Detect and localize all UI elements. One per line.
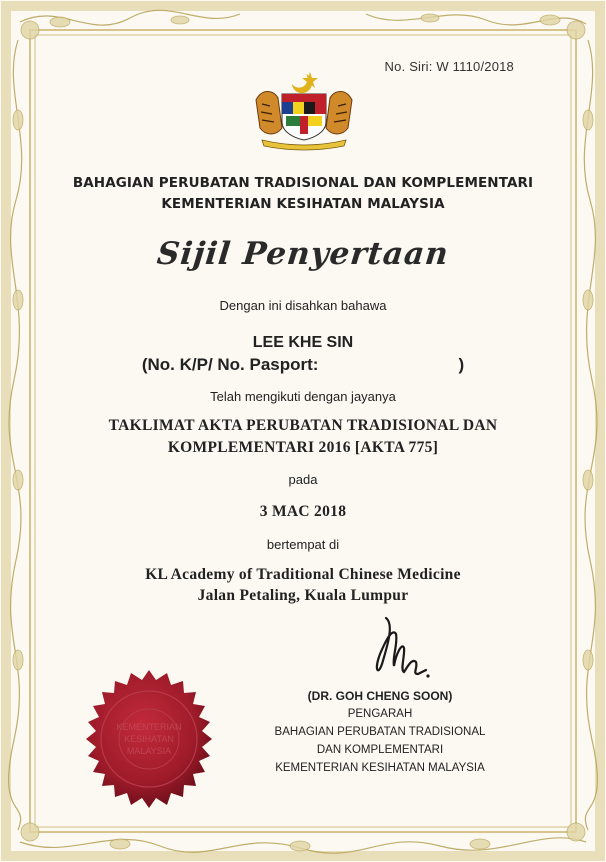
coat-of-arms-emblem	[248, 70, 360, 152]
signatory-title: PENGARAH	[347, 708, 413, 720]
serial-number: No. Siri: W 1110/2018	[384, 59, 514, 74]
at-text: bertempat di	[266, 537, 340, 552]
red-seal	[78, 668, 220, 810]
venue-line2: Jalan Petaling, Kuala Lumpur	[197, 587, 409, 604]
issuing-division: BAHAGIAN PERUBATAN TRADISIONAL DAN KOMPLEMENTARI	[72, 175, 534, 191]
svg-text:MALAYSIA: MALAYSIA	[126, 746, 172, 756]
event-title-line2: KOMPLEMENTARI 2016 [AKTA 775]	[167, 439, 439, 456]
svg-text:KEMENTERIAN: KEMENTERIAN	[116, 722, 182, 732]
certify-text: Dengan ini disahkan bahawa	[219, 298, 387, 313]
certificate-title: Sijil Penyertaan	[155, 236, 451, 272]
recipient-name: LEE KHE SIN	[252, 334, 354, 351]
svg-text:KESIHATAN: KESIHATAN	[124, 734, 174, 744]
issuing-ministry: KEMENTERIAN KESIHATAN MALAYSIA	[161, 196, 445, 212]
signatory-dept-line2: DAN KOMPLEMENTARI	[316, 744, 444, 756]
signatory-dept-line1: BAHAGIAN PERUBATAN TRADISIONAL	[274, 726, 486, 738]
event-date: 3 MAC 2018	[259, 503, 347, 520]
venue-line1: KL Academy of Traditional Chinese Medicine	[145, 566, 461, 583]
id-close: )	[458, 355, 465, 374]
on-text: pada	[288, 472, 318, 487]
event-title-line1: TAKLIMAT AKTA PERUBATAN TRADISIONAL DAN	[108, 417, 498, 434]
signature	[372, 614, 432, 686]
recipient-id-line	[40, 355, 566, 375]
signatory-dept-line3: KEMENTERIAN KESIHATAN MALAYSIA	[275, 762, 485, 774]
signatory-name: (DR. GOH CHENG SOON)	[307, 689, 453, 703]
attended-text: Telah mengikuti dengan jayanya	[210, 389, 396, 404]
id-label: (No. K/P/ No. Pasport:	[141, 355, 319, 374]
